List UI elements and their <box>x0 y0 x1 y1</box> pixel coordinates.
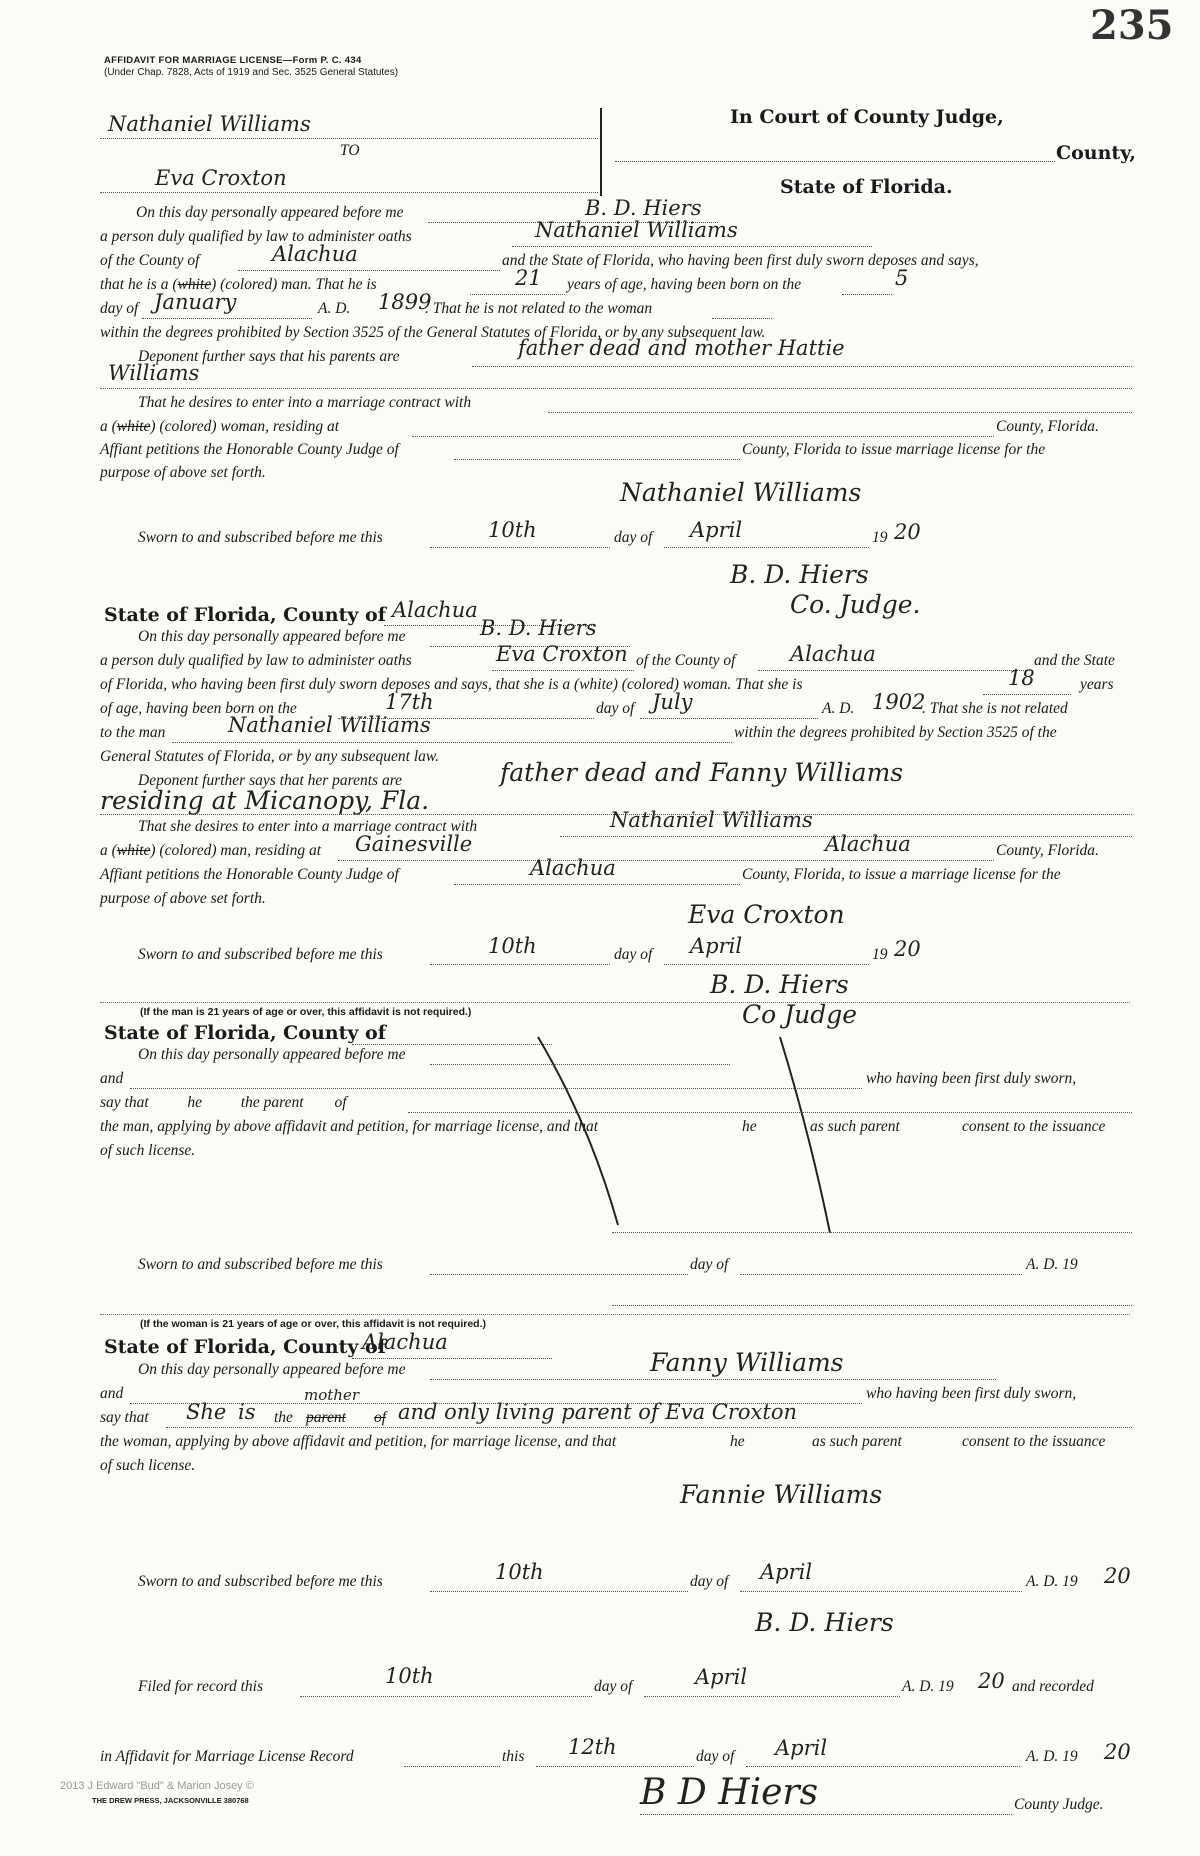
g-sworn-pre: Sworn to and subscribed before me this <box>138 529 383 546</box>
b-line11-val: Alachua <box>530 856 616 880</box>
b-line3: of Florida, who having been first duly sworn deposes and says, that she is a (white) (colored) woman. That she is <box>100 676 803 693</box>
g-line3-post: and the State of Florida, who having been first duly sworn deposes and says, <box>502 252 979 269</box>
g-officer: B. D. Hiers <box>585 196 702 220</box>
m-note: (If the man is 21 years of age or over, this affidavit is not required.) <box>140 1006 472 1018</box>
w-she: She <box>186 1400 227 1424</box>
b-line7: Deponent further says that her parents are <box>138 772 403 789</box>
w-is: is <box>238 1400 256 1424</box>
w-judge-sig: B. D. Hiers <box>755 1608 894 1637</box>
m-line4c: consent to the issuance <box>962 1118 1106 1135</box>
w-sworn-year: 20 <box>1104 1564 1131 1588</box>
m-state-county: State of Florida, County of <box>104 1022 386 1044</box>
b-line2-post: and the State <box>1034 652 1115 669</box>
f-line1d: and recorded <box>1012 1678 1094 1695</box>
m-sworn-pre: Sworn to and subscribed before me this <box>138 1256 383 1273</box>
b-line9-val: Nathaniel Williams <box>610 808 813 832</box>
f-line1c: A. D. 19 <box>902 1678 954 1695</box>
g-sworn-year: 20 <box>894 520 921 544</box>
m-line4he: he <box>742 1118 757 1135</box>
f-line2b: this <box>502 1748 525 1765</box>
f-rec-month: April <box>775 1736 828 1760</box>
g-line12: purpose of above set forth. <box>100 464 266 481</box>
g-line10c: County, Florida. <box>996 418 1099 435</box>
g-sworn-month: April <box>690 518 743 542</box>
b-sworn-mid: day of <box>614 946 653 963</box>
g-birth-month: January <box>154 290 237 314</box>
m-sworn-end: A. D. 19 <box>1026 1256 1078 1273</box>
b-sworn-day: 10th <box>488 934 537 958</box>
b-line12: purpose of above set forth. <box>100 890 266 907</box>
f-rec-day: 12th <box>568 1735 617 1759</box>
b-line4c: A. D. <box>822 700 855 717</box>
g-line11a: Affiant petitions the Honorable County Judge of <box>100 441 399 458</box>
county-label: County, <box>1056 142 1137 164</box>
m-line2b: who having been first duly sworn, <box>866 1070 1077 1087</box>
page-number: 235 <box>1090 2 1174 49</box>
g-birth-year: 1899 <box>378 290 432 314</box>
f-line2a: in Affidavit for Marriage License Record <box>100 1748 354 1765</box>
g-line7: Deponent further says that his parents are <box>138 348 400 365</box>
state-heading: State of Florida. <box>780 176 953 198</box>
w-appeared: Fanny Williams <box>650 1348 844 1377</box>
f-line2d: A. D. 19 <box>1026 1748 1078 1765</box>
b-line3b: years <box>1080 676 1114 693</box>
g-line11b: County, Florida to issue marriage license for the <box>742 441 1046 458</box>
court-heading: In Court of County Judge, <box>730 106 1004 128</box>
w-line4a: the woman, applying by above affidavit and petition, for marriage license, and that <box>100 1433 617 1450</box>
b-birth-day: 17th <box>385 690 434 714</box>
g-line5c: . That he is not related to the woman <box>425 300 653 317</box>
g-birth-day: 5 <box>895 266 909 290</box>
g-parents-2: Williams <box>108 361 200 385</box>
g-line4: that he is a (white) (colored) man. That he is <box>100 276 377 293</box>
w-sworn-day: 10th <box>495 1560 544 1584</box>
b-line2-pre: a person duly qualified by law to administer oaths <box>100 652 412 669</box>
g-sworn-year-pre: 19 <box>872 529 888 546</box>
w-line3a: say that <box>100 1409 149 1426</box>
w-sworn-month: April <box>760 1560 813 1584</box>
g-line5a: day of <box>100 300 139 317</box>
w-the: the <box>274 1409 293 1426</box>
w-sworn-mid: day of <box>690 1573 729 1590</box>
w-parent-struck: parent <box>306 1409 346 1426</box>
b-line11a: Affiant petitions the Honorable County Judge of <box>100 866 399 883</box>
g-signature: Nathaniel Williams <box>620 478 862 507</box>
g-county: Alachua <box>272 242 358 266</box>
w-mother: mother <box>304 1386 359 1404</box>
f-line1a: Filed for record this <box>138 1678 263 1695</box>
m-line5: of such license. <box>100 1142 196 1159</box>
caption-to: TO <box>340 142 360 159</box>
b-groom: Nathaniel Williams <box>228 713 431 737</box>
copyright-watermark: 2013 J Edward "Bud" & Marion Josey © <box>60 1780 254 1792</box>
m-sworn-mid: day of <box>690 1256 729 1273</box>
b-sworn-pre: Sworn to and subscribed before me this <box>138 946 383 963</box>
g-line4c: years of age, having been born on the <box>567 276 802 293</box>
g-line5b: A. D. <box>318 300 351 317</box>
b-judge-sig: B. D. Hiers <box>710 970 849 999</box>
m-line4a: the man, applying by above affidavit and petition, for marriage license, and that <box>100 1118 599 1135</box>
b-res-city: Gainesville <box>355 832 473 856</box>
bride-name-caption: Eva Croxton <box>155 166 287 190</box>
g-sworn-mid: day of <box>614 529 653 546</box>
g-sworn-day: 10th <box>488 518 537 542</box>
cross-out-marks <box>530 1035 860 1235</box>
w-note: (If the woman is 21 years of age or over, this affidavit is not required.) <box>140 1318 487 1330</box>
f-line2c: day of <box>696 1748 735 1765</box>
w-line4b: as such parent <box>812 1433 902 1450</box>
b-affiant: Eva Croxton <box>496 642 628 666</box>
f-rec-year: 20 <box>1104 1740 1131 1764</box>
w-sworn-pre: Sworn to and subscribed before me this <box>138 1573 383 1590</box>
b-parents-1: father dead and Fanny Williams <box>500 758 904 787</box>
b-birth-month: July <box>652 690 693 714</box>
b-sworn-month: April <box>690 934 743 958</box>
g-judge-title: Co. Judge. <box>790 590 921 619</box>
b-county: Alachua <box>392 598 478 622</box>
f-month: April <box>695 1665 748 1689</box>
b-line9: That she desires to enter into a marriage contract with <box>138 818 478 835</box>
b-line10: a (white) (colored) man, residing at <box>100 842 322 859</box>
w-signature: Fannie Williams <box>680 1480 883 1509</box>
b-sworn-year: 20 <box>894 937 921 961</box>
b-line4d: . That she is not related <box>922 700 1068 717</box>
g-line3-pre: of the County of <box>100 252 200 269</box>
b-officer: B. D. Hiers <box>480 616 597 640</box>
b-line1: On this day personally appeared before me <box>138 628 406 645</box>
w-line2a: and <box>100 1385 124 1402</box>
b-line11b: County, Florida, to issue a marriage license for the <box>742 866 1061 883</box>
b-judge-title: Co Judge <box>742 1000 858 1029</box>
f-line1b: day of <box>594 1678 633 1695</box>
b-birth-year: 1902 <box>872 690 926 714</box>
b-line4b: day of <box>596 700 635 717</box>
b-line10c: County, Florida. <box>996 842 1099 859</box>
groom-name-caption: Nathaniel Williams <box>108 112 311 136</box>
f-judge-title: County Judge. <box>1014 1796 1104 1813</box>
b-line5a: to the man <box>100 724 166 741</box>
f-day: 10th <box>385 1664 434 1688</box>
w-line1: On this day personally appeared before me <box>138 1361 406 1378</box>
w-line5: of such license. <box>100 1457 196 1474</box>
g-line6: within the degrees prohibited by Section 3525 of the General Statutes of Florida, or by any subsequent law. <box>100 324 766 341</box>
w-l3-val: and only living parent of Eva Croxton <box>398 1400 797 1424</box>
b-line6: General Statutes of Florida, or by any subsequent law. <box>100 748 439 765</box>
g-line10: a (white) (colored) woman, residing at <box>100 418 340 435</box>
g-affiant: Nathaniel Williams <box>535 218 738 242</box>
b-res-county: Alachua <box>825 832 911 856</box>
w-line2b: who having been first duly sworn, <box>866 1385 1077 1402</box>
b-line2-mid: of the County of <box>636 652 736 669</box>
g-parents-1: father dead and mother Hattie <box>518 336 845 360</box>
f-judge-sig: B D Hiers <box>640 1772 819 1813</box>
form-title: AFFIDAVIT FOR MARRIAGE LICENSE—Form P. C. 434 <box>104 55 362 66</box>
w-line4c: consent to the issuance <box>962 1433 1106 1450</box>
w-state-county: State of Florida, County of <box>104 1336 386 1358</box>
b-sworn-year-pre: 19 <box>872 946 888 963</box>
m-line3: say that he the parent of <box>100 1094 347 1111</box>
g-line9: That he desires to enter into a marriage contract with <box>138 394 472 411</box>
w-sworn-end: A. D. 19 <box>1026 1573 1078 1590</box>
b-parents-2: residing at Micanopy, Fla. <box>100 786 430 815</box>
b-county2: Alachua <box>790 642 876 666</box>
g-judge-sig: B. D. Hiers <box>730 560 869 589</box>
g-line1: On this day personally appeared before me <box>136 204 404 221</box>
b-age: 18 <box>1008 666 1035 690</box>
w-county: Alachua <box>362 1330 448 1354</box>
m-line4b: as such parent <box>810 1118 900 1135</box>
w-line4he: he <box>730 1433 745 1450</box>
w-of-struck: of <box>374 1409 387 1426</box>
b-line4a: of age, having been born on the <box>100 700 297 717</box>
printer-mark: THE DREW PRESS, JACKSONVILLE 380768 <box>92 1796 249 1805</box>
m-line1: On this day personally appeared before me <box>138 1046 406 1063</box>
b-signature: Eva Croxton <box>688 900 845 929</box>
g-age: 21 <box>515 266 542 290</box>
b-line5b: within the degrees prohibited by Section 3525 of the <box>734 724 1057 741</box>
form-subtitle: (Under Chap. 7828, Acts of 1919 and Sec. 3525 General Statutes) <box>104 67 399 78</box>
m-line2a: and <box>100 1070 124 1087</box>
g-line2: a person duly qualified by law to administer oaths <box>100 228 412 245</box>
f-year: 20 <box>978 1669 1005 1693</box>
b-state-county: State of Florida, County of <box>104 604 386 626</box>
